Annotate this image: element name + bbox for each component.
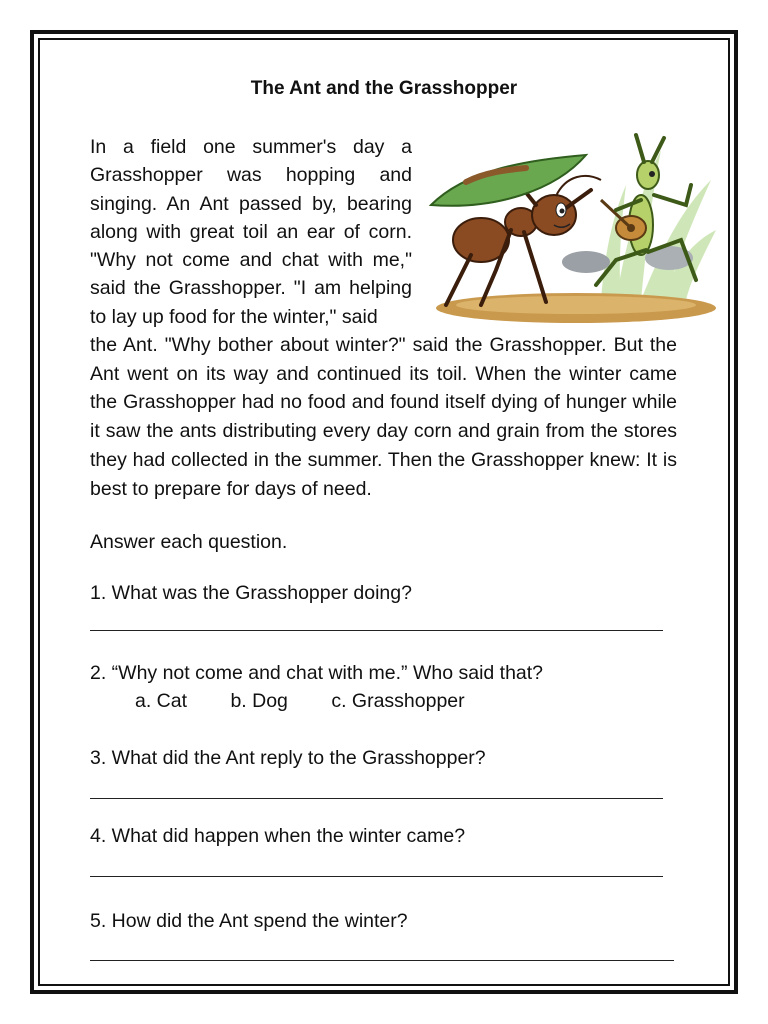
option-b[interactable]: b. Dog (230, 690, 288, 712)
instruction-text: Answer each question. (90, 531, 288, 553)
answer-line-5[interactable] (90, 960, 674, 961)
question-3: 3. What did the Ant reply to the Grasshopper? (90, 747, 486, 769)
worksheet-title: The Ant and the Grasshopper (250, 78, 518, 99)
answer-line-1[interactable] (90, 630, 663, 631)
question-2: 2. “Why not come and chat with me.” Who said that? (90, 662, 544, 684)
story-paragraph-wrapped: In a field one summer's day a Grasshopper was hopping and singing. An Ant passed by, bearing along with great toil an ear of corn. "Why not come and chat with me," said the Grasshopper. "I am helping to lay up food for the winter," said (90, 136, 412, 328)
ant-and-grasshopper-illustration (426, 130, 716, 325)
story-paragraph-continued: the Ant. "Why bother about winter?" said the Grasshopper. But the Ant went on its way and continued its toil. When the winter came the Grasshopper had no food and found itself dying of hunger while it saw the ants distributing every day corn and grain from the stores they had collected in the summer. Then the Grasshopper knew: It is best to prepare for days of need. (90, 334, 677, 500)
question-4: 4. What did happen when the winter came? (90, 825, 466, 847)
answer-line-4[interactable] (90, 876, 663, 877)
option-c[interactable]: c. Grasshopper (331, 690, 465, 712)
option-a[interactable]: a. Cat (135, 690, 188, 712)
question-5: 5. How did the Ant spend the winter? (90, 910, 408, 932)
answer-line-3[interactable] (90, 798, 663, 799)
question-1: 1. What was the Grasshopper doing? (90, 582, 412, 604)
question-2-options (135, 690, 465, 713)
